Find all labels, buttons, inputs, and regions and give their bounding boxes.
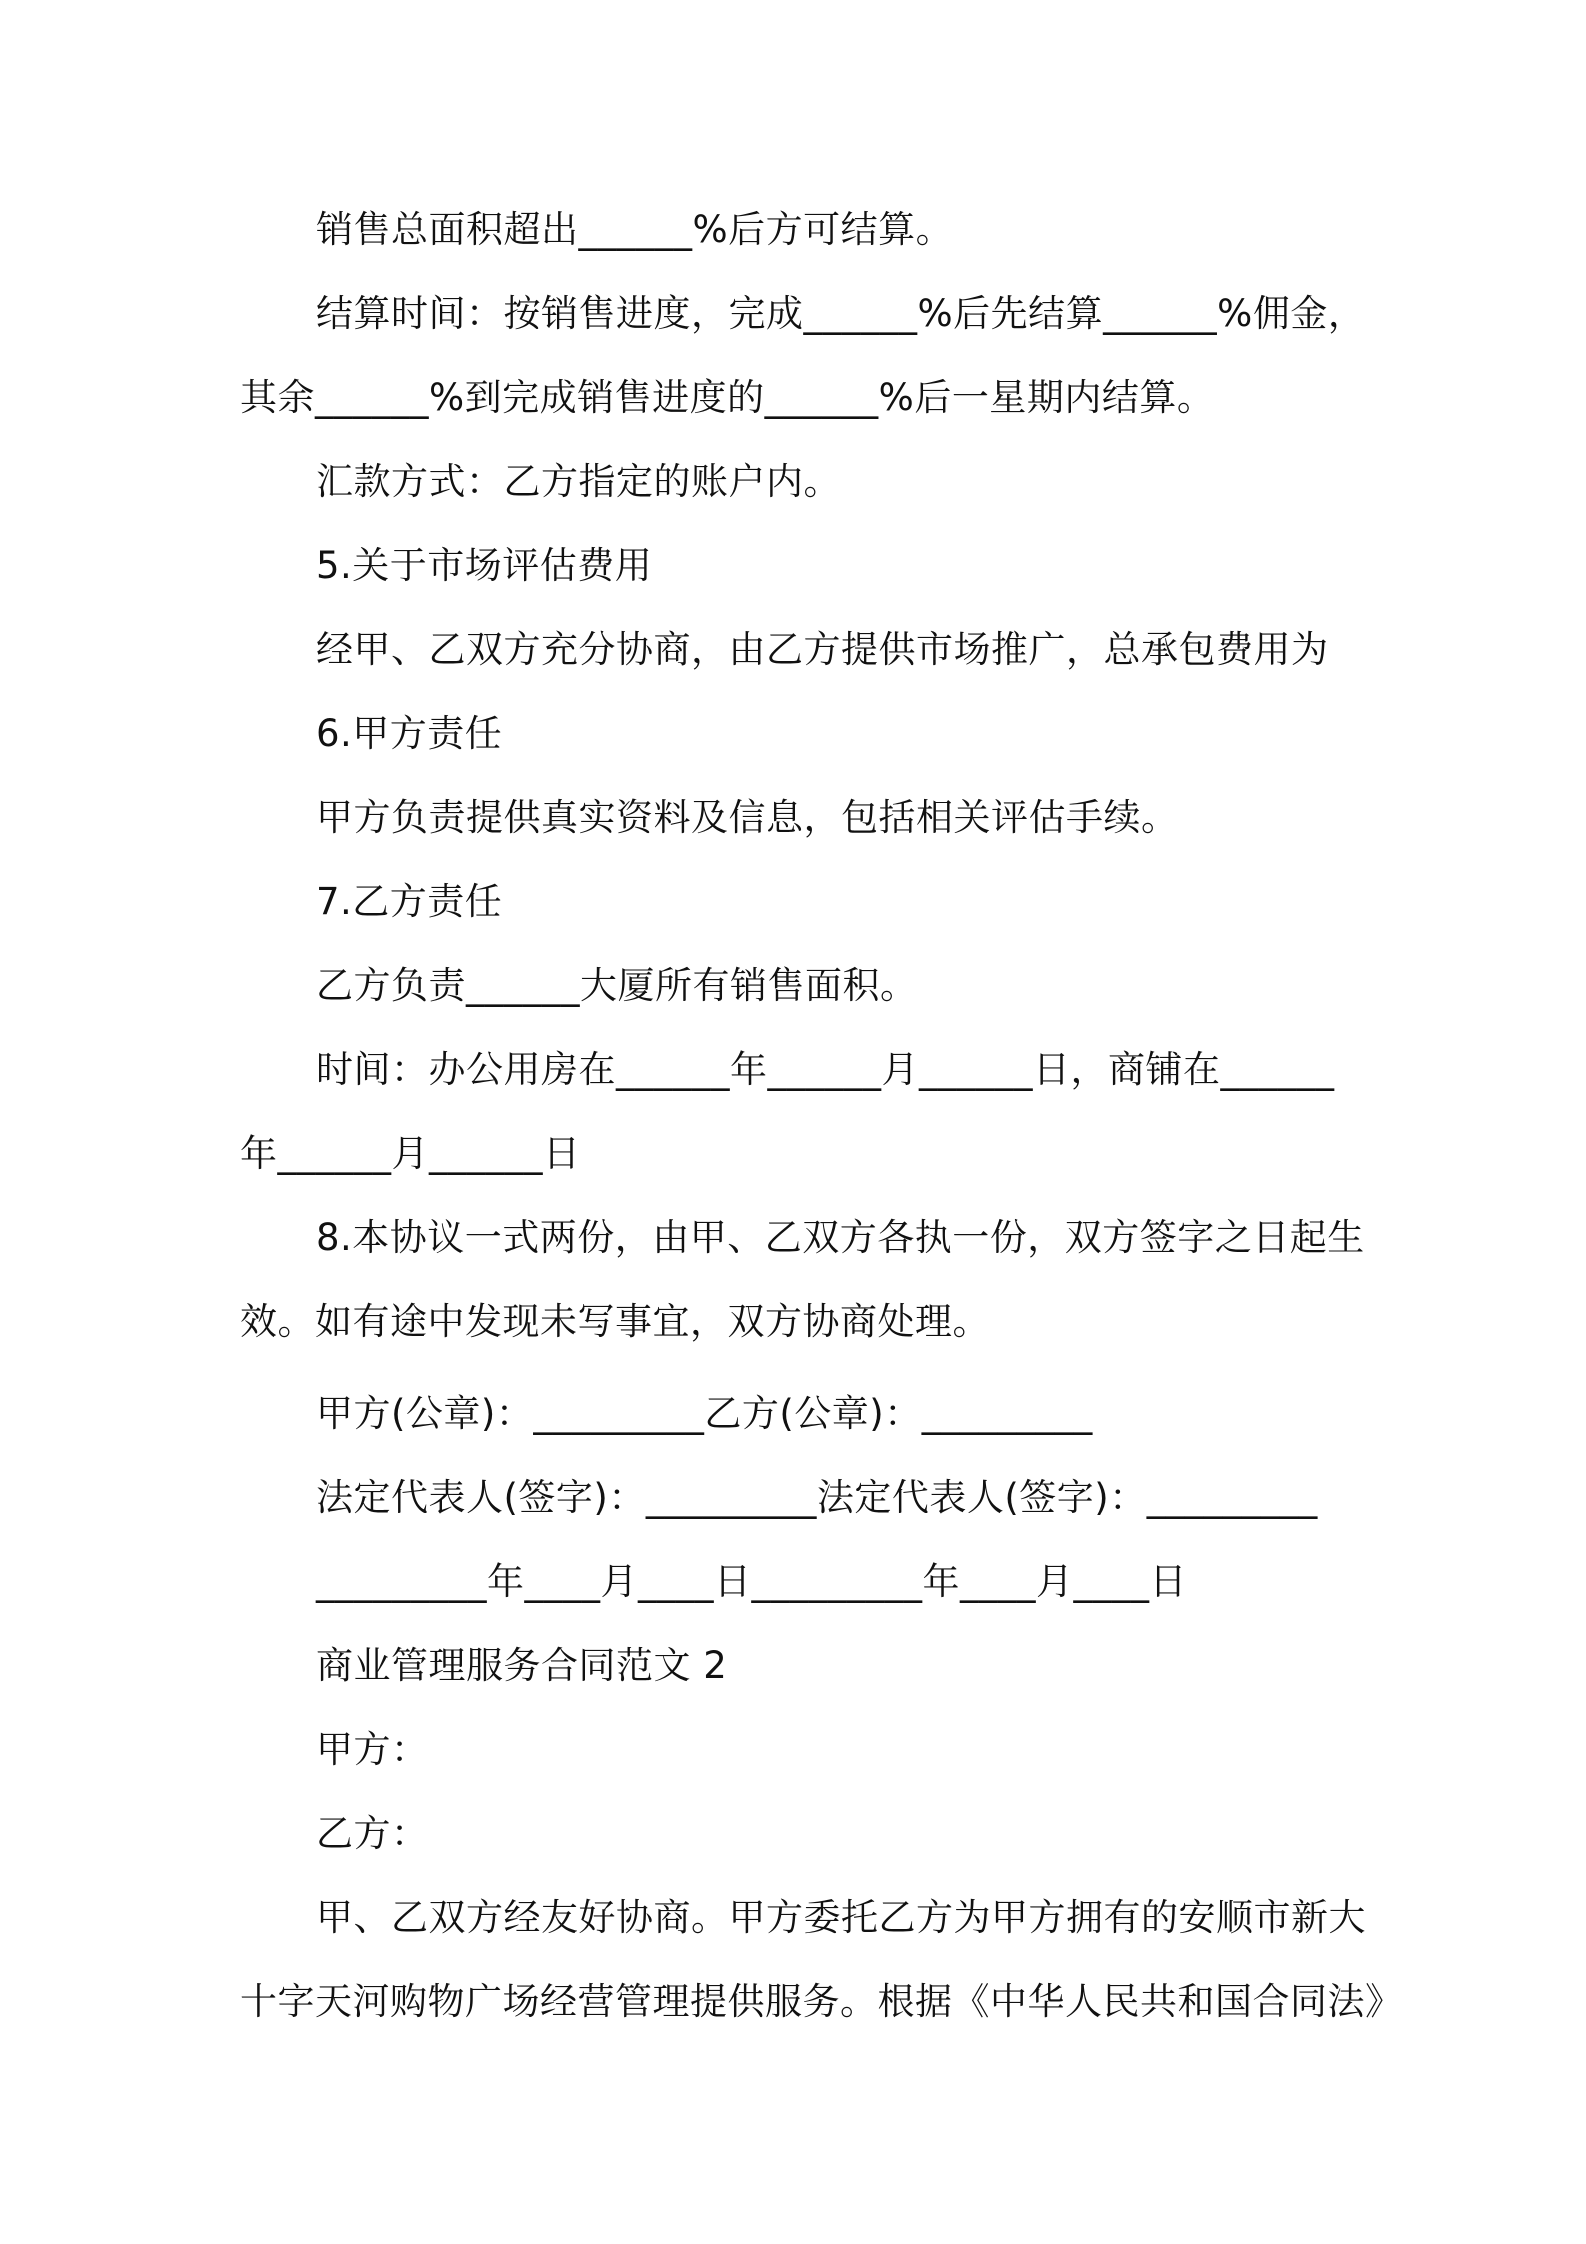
section-heading-party-a-duties: 6.甲方责任: [316, 712, 503, 755]
paragraph-settlement-time: 结算时间：按销售进度，完成______%后先结算______%佣金，: [316, 292, 1366, 335]
paragraph-settlement-time-continued: 其余______%到完成销售进度的______%后一星期内结算。: [240, 376, 1215, 419]
paragraph-time: 时间：办公用房在______年______月______日，商铺在______: [316, 1048, 1335, 1091]
paragraph-settlement-threshold: 销售总面积超出______%后方可结算。: [316, 208, 954, 251]
paragraph-entrustment-continued: 十字天河购物广场经营管理提供服务。根据《中华人民共和国合同法》: [240, 1980, 1403, 2023]
party-a-label: 甲方：: [316, 1728, 429, 1771]
signature-representative-line: 法定代表人(签字)：_________法定代表人(签字)：_________: [316, 1476, 1318, 1519]
paragraph-entrustment: 甲、乙双方经友好协商。甲方委托乙方为甲方拥有的安顺市新大: [316, 1896, 1366, 1939]
paragraph-assessment-fee: 经甲、乙双方充分协商，由乙方提供市场推广，总承包费用为: [316, 628, 1329, 671]
party-b-label: 乙方：: [316, 1812, 429, 1855]
paragraph-time-continued: 年______月______日: [240, 1132, 581, 1175]
paragraph-remittance-method: 汇款方式：乙方指定的账户内。: [316, 460, 841, 503]
section-heading-party-b-duties: 7.乙方责任: [316, 880, 503, 923]
paragraph-party-b-duties: 乙方负责______大厦所有销售面积。: [316, 964, 918, 1007]
signature-seal-line: 甲方(公章)：_________乙方(公章)：_________: [316, 1392, 1093, 1435]
contract-title-2: 商业管理服务合同范文 2: [316, 1644, 728, 1687]
paragraph-party-a-duties: 甲方负责提供真实资料及信息，包括相关评估手续。: [316, 796, 1179, 839]
signature-date-line: _________年____月____日_________年____月____日: [316, 1560, 1187, 1603]
paragraph-copies: 8.本协议一式两份，由甲、乙双方各执一份，双方签字之日起生: [316, 1216, 1365, 1259]
section-heading-assessment-fee: 5.关于市场评估费用: [316, 544, 653, 587]
paragraph-copies-continued: 效。如有途中发现未写事宜，双方协商处理。: [240, 1300, 990, 1343]
